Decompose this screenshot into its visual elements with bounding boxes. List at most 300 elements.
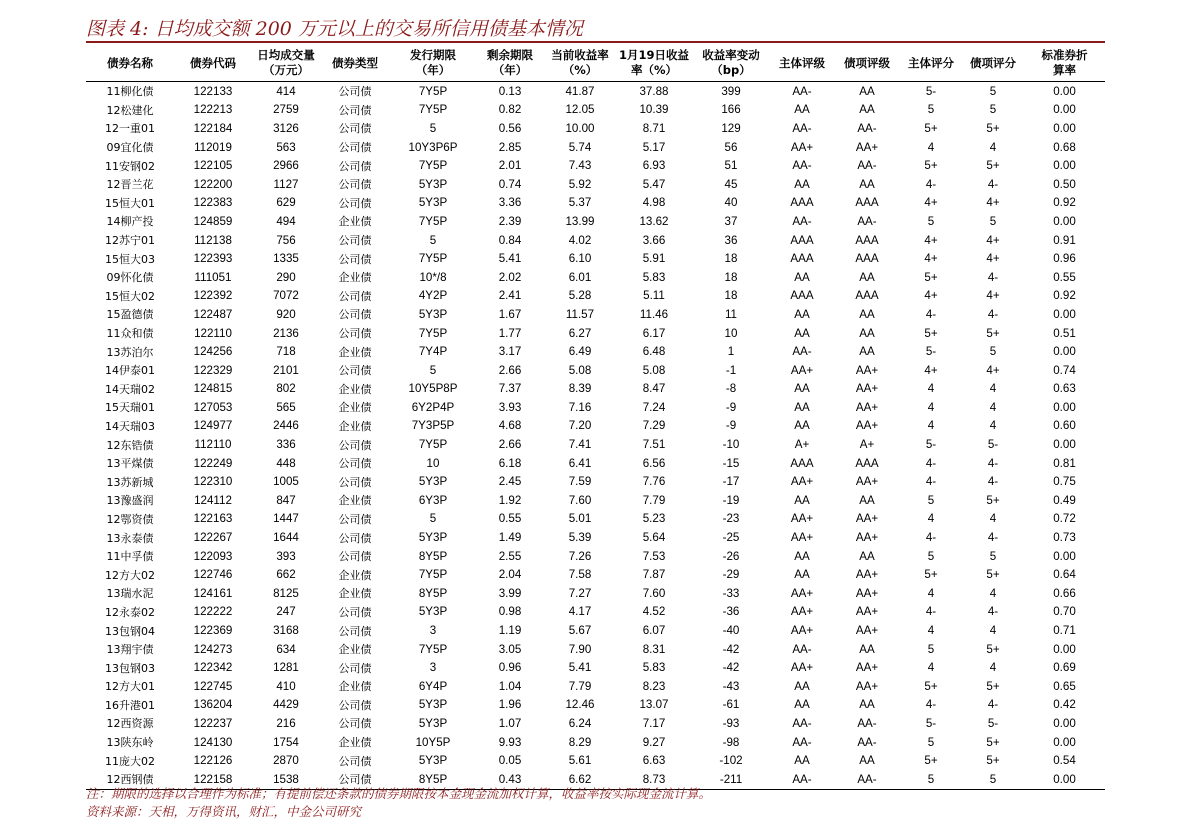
table-cell: 5 <box>989 549 997 563</box>
table-cell: AA- <box>792 345 812 359</box>
table-cell: 公司债 <box>338 531 372 545</box>
table-cell: 2.45 <box>498 475 522 489</box>
table-cell: 公司债 <box>338 512 372 526</box>
table-cell: 10Y5P8P <box>408 382 458 396</box>
table-cell: 企业债 <box>338 419 372 433</box>
table-cell: 5+ <box>924 754 938 768</box>
table-cell: 122110 <box>194 326 232 340</box>
table-cell: 企业债 <box>338 271 372 285</box>
table-row <box>86 714 1105 733</box>
column-header-line: 债券代码 <box>190 55 236 70</box>
table-cell: 124256 <box>193 345 233 359</box>
table-cell: 0.75 <box>1053 475 1076 489</box>
footnote: 注：期限的选择以合理作为标准；有提前偿还条款的债券期限按本金现金流加权计算，收益率按实际现金流计算。 <box>86 786 712 801</box>
table-cell: AA <box>794 493 810 507</box>
table-cell: AAA <box>855 252 879 266</box>
table-cell: 5.37 <box>568 196 592 210</box>
table-row <box>86 101 1105 120</box>
table-cell: 718 <box>276 345 296 359</box>
table-cell: 6Y4P <box>418 679 448 693</box>
table-cell: 1754 <box>273 735 299 749</box>
table-cell: 12方大02 <box>105 568 155 582</box>
table-cell: 5Y3P <box>418 196 448 210</box>
table-cell: 10 <box>724 326 738 340</box>
table-cell: AA+ <box>855 568 879 582</box>
table-cell: 0.66 <box>1053 586 1076 600</box>
table-cell: 企业债 <box>338 587 372 601</box>
table-cell: 4- <box>925 605 937 619</box>
table-cell: 122745 <box>193 679 233 693</box>
table-cell: 122329 <box>193 363 233 377</box>
table-cell: 2.02 <box>498 270 522 284</box>
table-cell: 0.55 <box>1053 270 1076 284</box>
column-header-line: 收益率变动 <box>702 48 760 62</box>
table-cell: 5 <box>429 121 437 135</box>
table-cell: AA+ <box>855 624 879 638</box>
table-cell: 11中孚债 <box>106 550 154 564</box>
table-cell: 662 <box>276 568 296 582</box>
table-cell: 6.63 <box>642 754 666 768</box>
table-cell: 629 <box>276 196 296 210</box>
table-cell: -43 <box>722 679 740 693</box>
table-cell: 2.66 <box>498 363 522 377</box>
table-cell: AAA <box>855 456 879 470</box>
table-cell: 37 <box>724 214 738 228</box>
table-row <box>86 565 1105 584</box>
table-cell: AAA <box>790 196 814 210</box>
table-cell: AA+ <box>855 679 879 693</box>
table-cell: 15恒大02 <box>105 289 155 303</box>
table-cell: 0.82 <box>498 103 522 117</box>
table-cell: AA+ <box>790 475 814 489</box>
column-header-line: 日均成交量 <box>257 48 315 62</box>
table-cell: 1538 <box>252 770 320 789</box>
table-cell: 5.74 <box>568 140 592 154</box>
table-cell: AA- <box>834 770 900 789</box>
table-cell: 6.62 <box>544 770 616 789</box>
table-cell: 公司债 <box>338 289 372 303</box>
table-cell: 4- <box>987 698 999 712</box>
table-cell: 1644 <box>273 531 299 545</box>
table-cell: 127053 <box>193 400 233 414</box>
table-cell: 5+ <box>924 121 938 135</box>
table-cell: 0.00 <box>1053 400 1076 414</box>
table-cell: 4- <box>925 177 937 191</box>
table-cell: 13包钢04 <box>105 624 155 638</box>
table-cell: 公司债 <box>338 141 372 155</box>
table-cell: 414 <box>276 84 296 98</box>
column-header <box>86 45 174 82</box>
column-header <box>834 45 900 82</box>
column-header-line: 主体评级 <box>779 55 825 70</box>
table-cell: 0.98 <box>498 605 522 619</box>
table-cell: AAA <box>790 289 814 303</box>
table-cell: 5.28 <box>568 289 592 303</box>
table-cell: 企业债 <box>338 215 372 229</box>
table-cell: 3.17 <box>498 345 522 359</box>
table-cell: 14天瑞03 <box>105 419 155 433</box>
table-row <box>86 621 1105 640</box>
table-cell: 3126 <box>273 121 299 135</box>
top-rule <box>86 41 1105 43</box>
table-cell: 7Y4P <box>418 345 448 359</box>
table-cell: 5 <box>989 214 997 228</box>
table-cell: 1.96 <box>498 698 522 712</box>
table-cell: AAA <box>790 233 814 247</box>
table-cell: 3 <box>429 624 437 638</box>
table-cell: -61 <box>722 698 740 712</box>
table-cell: 4- <box>987 605 999 619</box>
table-cell: 8.71 <box>642 121 666 135</box>
table-cell: 122393 <box>193 252 233 266</box>
table-cell: 1335 <box>273 252 299 266</box>
table-cell: 7.41 <box>568 438 592 452</box>
table-cell: 0.84 <box>498 233 522 247</box>
table-cell: 18 <box>724 252 738 266</box>
table-cell: 4 <box>927 400 935 414</box>
table-cell: 5- <box>925 84 937 98</box>
table-cell: 4- <box>925 698 937 712</box>
table-cell: 公司债 <box>338 550 372 564</box>
table-cell: 8.31 <box>642 642 666 656</box>
table-row <box>86 696 1105 715</box>
table-cell: AA <box>859 345 875 359</box>
table-cell: 4 <box>989 400 997 414</box>
table-cell: 5- <box>987 438 999 452</box>
table-cell: 4+ <box>924 233 938 247</box>
table-cell: 0.00 <box>1053 716 1076 730</box>
table-cell: 5.64 <box>642 531 666 545</box>
table-cell: 4- <box>987 270 999 284</box>
table-cell: -29 <box>722 568 740 582</box>
table-cell: 7.37 <box>498 382 522 396</box>
table-cell: AA+ <box>855 419 879 433</box>
table-cell: AAA <box>790 252 814 266</box>
table-cell: 公司债 <box>338 85 372 99</box>
column-header <box>962 45 1024 82</box>
table-cell: AA- <box>857 121 877 135</box>
column-header-line: 发行期限 <box>410 48 456 62</box>
table-cell: 10*/8 <box>419 270 447 284</box>
table-cell: 12西钢债 <box>86 770 174 789</box>
table-cell: AAA <box>855 233 879 247</box>
table-cell: 13豫盛润 <box>106 494 154 508</box>
table-cell: 5.91 <box>642 252 666 266</box>
table-cell: 5 <box>927 549 935 563</box>
table-cell: 0.72 <box>1053 512 1076 526</box>
table-cell: 4- <box>987 531 999 545</box>
table-cell: AA+ <box>855 531 879 545</box>
table-cell: 11安钢02 <box>105 159 155 173</box>
table-cell: AA- <box>792 159 812 173</box>
table-cell: AA <box>794 568 810 582</box>
table-cell: 12永泰02 <box>105 605 155 619</box>
table-cell: 4- <box>925 307 937 321</box>
table-cell: 5Y3P <box>418 605 448 619</box>
table-cell: 122487 <box>193 307 233 321</box>
table-cell: 124161 <box>193 586 233 600</box>
table-cell: 11.57 <box>565 307 595 321</box>
table-row <box>86 212 1105 231</box>
table-cell: 13平煤债 <box>106 457 154 471</box>
table-cell: 12苏宁01 <box>105 234 155 248</box>
table-cell: 216 <box>276 716 296 730</box>
table-cell: 9.27 <box>642 735 666 749</box>
table-row <box>86 584 1105 603</box>
source-note: 资料来源：天相，万得资讯，财汇，中金公司研究 <box>86 804 362 819</box>
table-cell: 12一重01 <box>105 122 155 136</box>
table-cell: 4- <box>925 475 937 489</box>
table-cell: 0.74 <box>1053 363 1076 377</box>
table-cell: 4 <box>927 140 935 154</box>
table-cell: AA <box>859 642 875 656</box>
table-cell: 7.24 <box>642 400 666 414</box>
table-cell: 122158 <box>174 770 252 789</box>
table-cell: 8.23 <box>642 679 666 693</box>
table-cell: -102 <box>719 754 743 768</box>
table-cell: 4.68 <box>498 419 522 433</box>
table-cell: 5 <box>927 735 935 749</box>
table-cell: 4- <box>987 456 999 470</box>
table-cell: 公司债 <box>338 717 372 731</box>
table-cell: 8.47 <box>642 382 666 396</box>
table-cell: 2101 <box>273 363 299 377</box>
table-cell: 4+ <box>924 252 938 266</box>
table-row <box>86 733 1105 752</box>
table-cell: 5+ <box>986 493 1000 507</box>
table-cell: AA- <box>857 159 877 173</box>
table-cell: AA+ <box>855 605 879 619</box>
table-cell: 13.62 <box>639 214 669 228</box>
table-cell: 6.49 <box>568 345 592 359</box>
table-cell: 13苏新城 <box>106 475 154 489</box>
table-cell: 124977 <box>193 419 233 433</box>
table-cell: 7.17 <box>642 716 666 730</box>
table-cell: 6.27 <box>568 326 592 340</box>
table-row <box>86 454 1105 473</box>
table-cell: 5 <box>989 84 997 98</box>
table-cell: AA <box>859 698 875 712</box>
table-cell: 122383 <box>193 196 233 210</box>
table-row <box>86 119 1105 138</box>
table-cell: 5Y3P <box>418 531 448 545</box>
table-cell: 5- <box>987 716 999 730</box>
table-row <box>86 435 1105 454</box>
table-cell: AA <box>794 400 810 414</box>
table-cell: 7.76 <box>642 475 666 489</box>
table-cell: 8125 <box>273 586 299 600</box>
table-row <box>86 658 1105 677</box>
table-cell: 10Y3P6P <box>408 140 458 154</box>
table-cell: 1.67 <box>498 307 522 321</box>
table-cell: 122105 <box>193 159 233 173</box>
table-cell: 4- <box>925 531 937 545</box>
column-header <box>770 45 834 82</box>
table-cell: -1 <box>725 363 737 377</box>
table-cell: 0.05 <box>498 754 522 768</box>
table-cell: 企业债 <box>338 643 372 657</box>
table-cell: 3.05 <box>498 642 522 656</box>
table-cell: 2.85 <box>498 140 522 154</box>
table-cell: 0.74 <box>498 177 522 191</box>
table-cell: 5.92 <box>568 177 592 191</box>
table-cell: -42 <box>722 642 740 656</box>
table-row <box>86 398 1105 417</box>
table-cell: 公司债 <box>338 438 372 452</box>
table-cell: 13苏泊尔 <box>106 345 154 359</box>
column-header-line: （%） <box>562 63 598 77</box>
table-cell: 6.56 <box>642 456 666 470</box>
table-cell: 122369 <box>193 624 233 638</box>
column-header <box>174 45 252 82</box>
table-cell: 5.61 <box>568 754 592 768</box>
table-cell: AA <box>859 307 875 321</box>
table-cell: AA <box>859 326 875 340</box>
table-cell: 2.66 <box>498 438 522 452</box>
table-cell: AA+ <box>790 586 814 600</box>
table-cell: 5.47 <box>642 177 666 191</box>
table-cell: 4+ <box>986 233 1000 247</box>
table-cell: 5- <box>925 716 937 730</box>
column-header-line: 剩余期限 <box>487 48 533 62</box>
table-cell: 企业债 <box>338 401 372 415</box>
table-cell: -23 <box>722 512 740 526</box>
table-cell: 5 <box>927 642 935 656</box>
table-cell: 5Y3P <box>418 754 448 768</box>
table-cell: 公司债 <box>338 103 372 117</box>
table-cell: 5 <box>989 345 997 359</box>
table-row <box>86 547 1105 566</box>
table-cell: AA <box>794 754 810 768</box>
table-row <box>86 305 1105 324</box>
table-row <box>86 249 1105 268</box>
table-cell: 4- <box>987 177 999 191</box>
table-cell: AA <box>859 493 875 507</box>
table-cell: 4 <box>989 382 997 396</box>
table-cell: 1.92 <box>498 493 522 507</box>
table-cell: 7.29 <box>642 419 666 433</box>
table-cell: 2.55 <box>498 549 522 563</box>
table-header-row <box>86 45 1105 82</box>
table-row <box>86 603 1105 622</box>
table-cell: 122746 <box>193 568 233 582</box>
table-cell: 7Y3P5P <box>411 419 455 433</box>
table-cell: -9 <box>725 419 737 433</box>
table-cell: 7Y5P <box>418 252 448 266</box>
table-row <box>86 194 1105 213</box>
table-cell: AA+ <box>790 512 814 526</box>
table-cell: AA+ <box>855 661 879 675</box>
table-cell: -8 <box>725 382 737 396</box>
table-cell: -19 <box>722 493 740 507</box>
table-cell: 5.83 <box>642 661 666 675</box>
table-cell: 0.43 <box>476 770 544 789</box>
table-cell: AA <box>794 549 810 563</box>
table-cell: 112110 <box>194 438 232 452</box>
table-cell: 3.99 <box>498 586 522 600</box>
table-cell: 12东锆债 <box>106 438 154 452</box>
table-cell: 0.96 <box>498 661 522 675</box>
table-cell: AA <box>794 326 810 340</box>
table-cell: 4 <box>989 586 997 600</box>
table-cell: AA+ <box>855 140 879 154</box>
table-cell: 15恒大03 <box>105 252 155 266</box>
table-cell: AA+ <box>855 512 879 526</box>
table-cell: AA+ <box>790 140 814 154</box>
table-cell: AA+ <box>790 363 814 377</box>
table-cell: 56 <box>724 140 738 154</box>
table-cell: 0.60 <box>1053 419 1076 433</box>
table-cell: 企业债 <box>338 680 372 694</box>
table-cell: 10 <box>426 456 440 470</box>
table-row <box>86 528 1105 547</box>
table-cell: 5.83 <box>642 270 666 284</box>
table-cell: 13永泰债 <box>106 531 154 545</box>
table-cell: 7.16 <box>568 400 592 414</box>
column-header-line: 率（%） <box>630 63 678 77</box>
table-cell: 2.39 <box>498 214 522 228</box>
table-cell: AA- <box>857 735 877 749</box>
table-cell: 4+ <box>924 289 938 303</box>
table-cell: 247 <box>276 605 296 619</box>
table-cell: 36 <box>724 233 738 247</box>
table-cell: 124815 <box>193 382 233 396</box>
table-cell: 3.93 <box>498 400 522 414</box>
table-cell: 122222 <box>193 605 233 619</box>
table-cell: AA+ <box>855 586 879 600</box>
table-cell: 7.58 <box>568 568 592 582</box>
table-cell: 3168 <box>273 624 299 638</box>
table-cell: 公司债 <box>338 475 372 489</box>
column-header <box>252 45 320 82</box>
table-cell: 2966 <box>273 159 299 173</box>
table-cell: 公司债 <box>338 754 372 768</box>
column-header-line: （年） <box>415 63 451 77</box>
table-cell: 5+ <box>986 679 1000 693</box>
table-row <box>86 380 1105 399</box>
table-cell: 122392 <box>193 289 233 303</box>
table-row <box>86 640 1105 659</box>
table-cell: 6Y3P <box>418 493 448 507</box>
column-header-line: 算率 <box>1053 63 1076 77</box>
column-header <box>320 45 390 82</box>
table-cell: 12方大01 <box>105 680 155 694</box>
table-cell: 122126 <box>193 754 233 768</box>
table-cell: 122249 <box>193 456 233 470</box>
table-cell: 0.13 <box>498 84 522 98</box>
table-cell: AA+ <box>855 382 879 396</box>
table-cell: 5 <box>927 214 935 228</box>
table-cell: 6.18 <box>498 456 522 470</box>
table-cell: 6.41 <box>568 456 592 470</box>
table-cell: 5.41 <box>498 252 522 266</box>
table-cell: 7.60 <box>642 586 666 600</box>
table-cell: 111051 <box>194 270 232 284</box>
table-cell: 7.20 <box>568 419 592 433</box>
table-cell: 122200 <box>193 177 233 191</box>
table-cell: AAA <box>855 196 879 210</box>
table-cell: 0.91 <box>1053 233 1076 247</box>
table-cell: 13包钢03 <box>105 661 155 675</box>
table-cell: 5+ <box>924 679 938 693</box>
table-cell: -93 <box>722 716 740 730</box>
table-cell: 4 <box>989 624 997 638</box>
table-cell: 公司债 <box>338 327 372 341</box>
table-cell: 4 <box>989 140 997 154</box>
table-cell: 7.51 <box>642 438 666 452</box>
table-cell: 7.79 <box>642 493 666 507</box>
table-cell: 5Y3P <box>418 177 448 191</box>
